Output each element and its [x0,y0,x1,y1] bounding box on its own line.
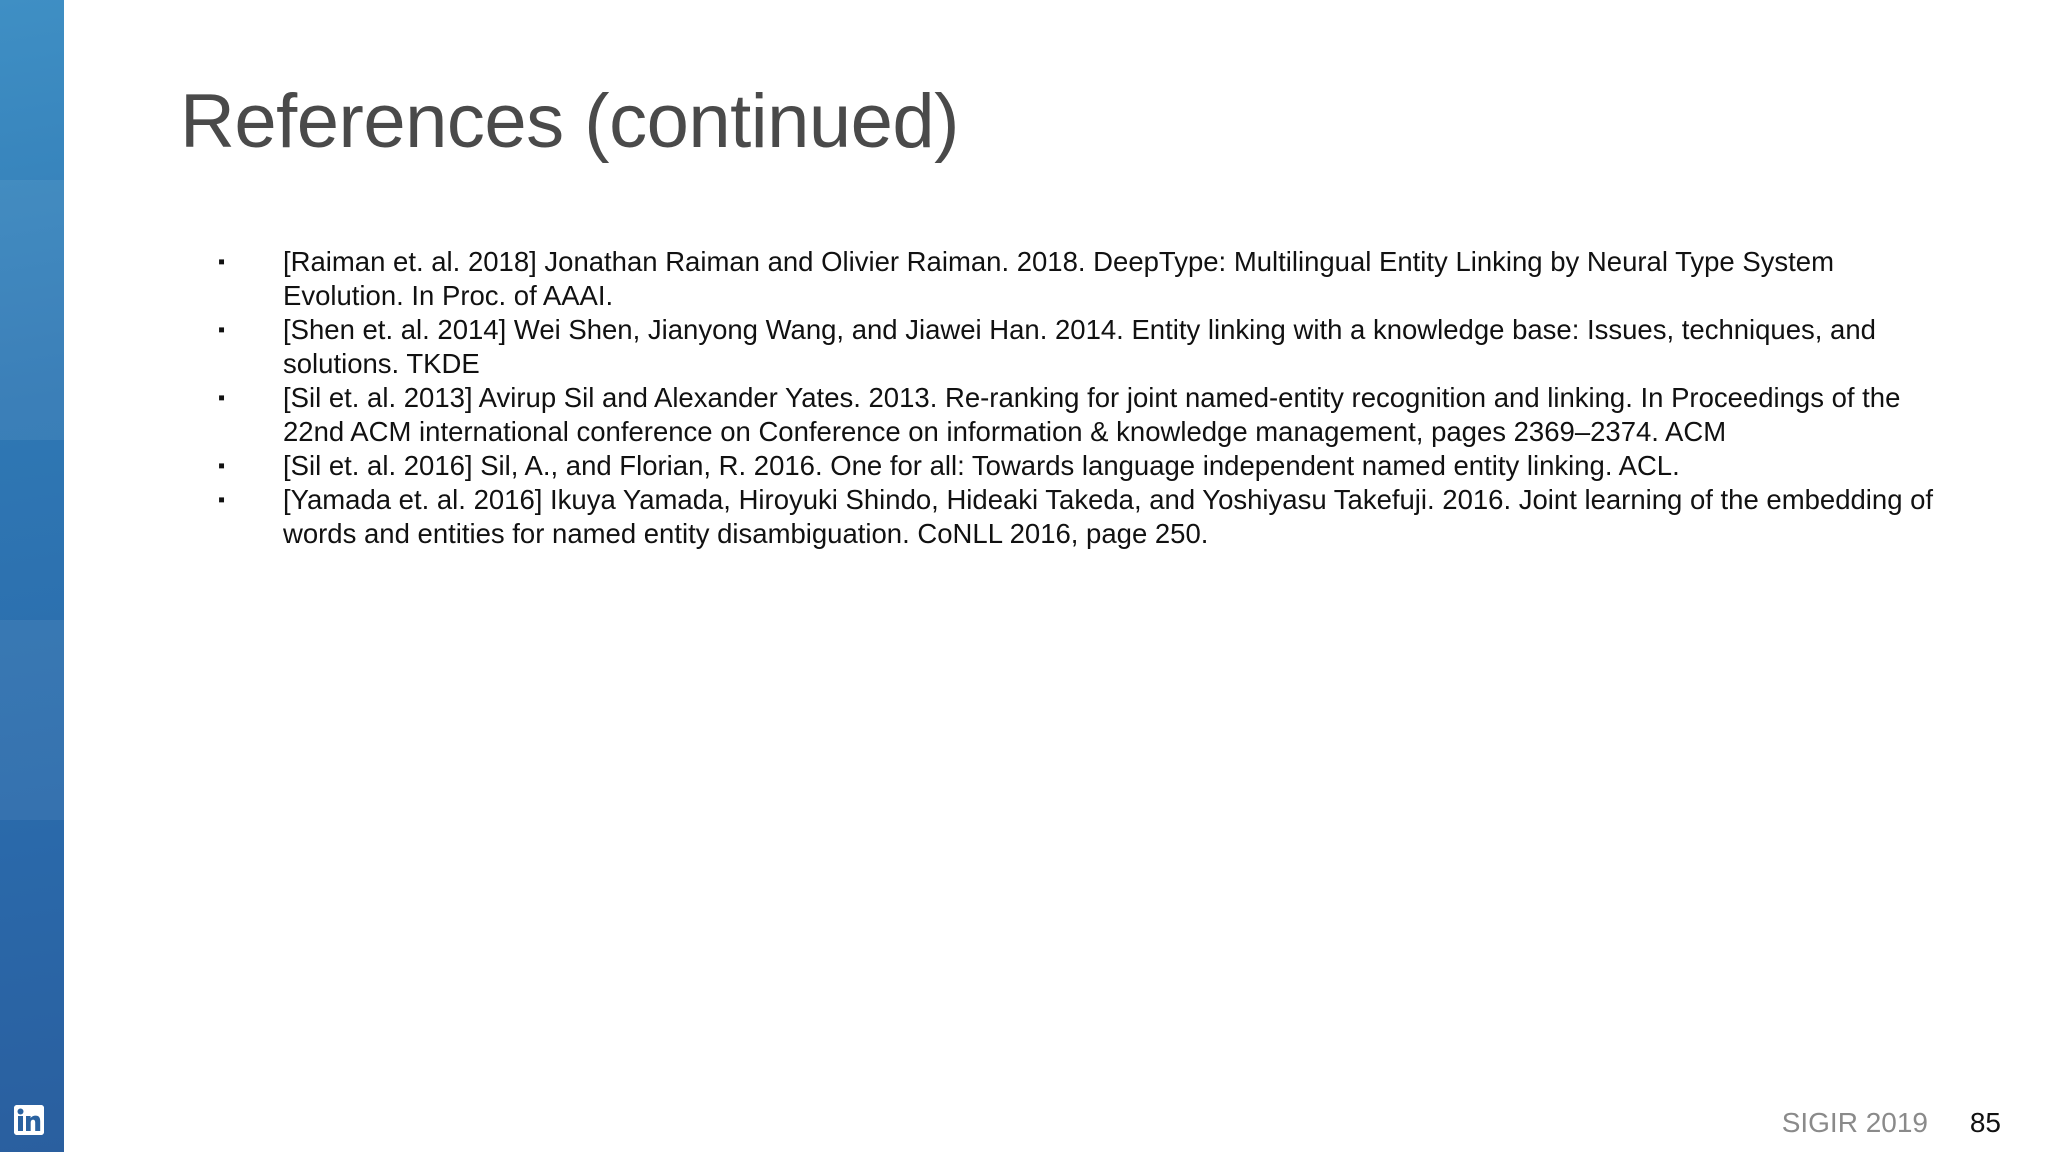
side-band-shade [0,620,64,820]
reference-item [218,245,1948,313]
bullet: ▪ [218,251,226,273]
reference-item [218,483,1948,551]
slide-title: References (continued) [180,79,959,164]
reference-item [218,313,1948,381]
side-band-shade [0,180,64,440]
reference-item [218,381,1948,449]
reference-text: [Sil et. al. 2013] Avirup Sil and Alexander Yates. 2013. Re-ranking for joint named-entity recognition and linking. In Proceedings of the 22nd ACM international conference on Conference on information & knowledge management, pages 2369–2374. ACM [283,382,1901,447]
side-band [0,0,64,1152]
page-number: 85 [1969,1107,2001,1138]
bullet: ▪ [218,319,226,341]
reference-item [218,449,1948,483]
bullet: ▪ [218,387,226,409]
bullet: ▪ [218,489,226,511]
footer-conference: SIGIR 2019 [1781,1107,1928,1138]
reference-text: [Shen et. al. 2014] Wei Shen, Jianyong Wang, and Jiawei Han. 2014. Entity linking with a knowledge base: Issues, techniques, and solutions. TKDE [283,314,1876,379]
linkedin-icon [14,1105,44,1135]
bullet: ▪ [218,455,226,477]
reference-text: [Sil et. al. 2016] Sil, A., and Florian, R. 2016. One for all: Towards language independent named entity linking. ACL. [283,450,1680,481]
reference-text: [Raiman et. al. 2018] Jonathan Raiman and Olivier Raiman. 2018. DeepType: Multilingual Entity Linking by Neural Type System Evolution. In Proc. of AAAI. [283,246,1835,311]
reference-text: [Yamada et. al. 2016] Ikuya Yamada, Hiroyuki Shindo, Hideaki Takeda, and Yoshiyasu Takefuji. 2016. Joint learning of the embedding of words and entities for named entity disambiguation. CoNLL 2016, page 250. [283,484,1934,549]
reference-list [218,245,1948,551]
